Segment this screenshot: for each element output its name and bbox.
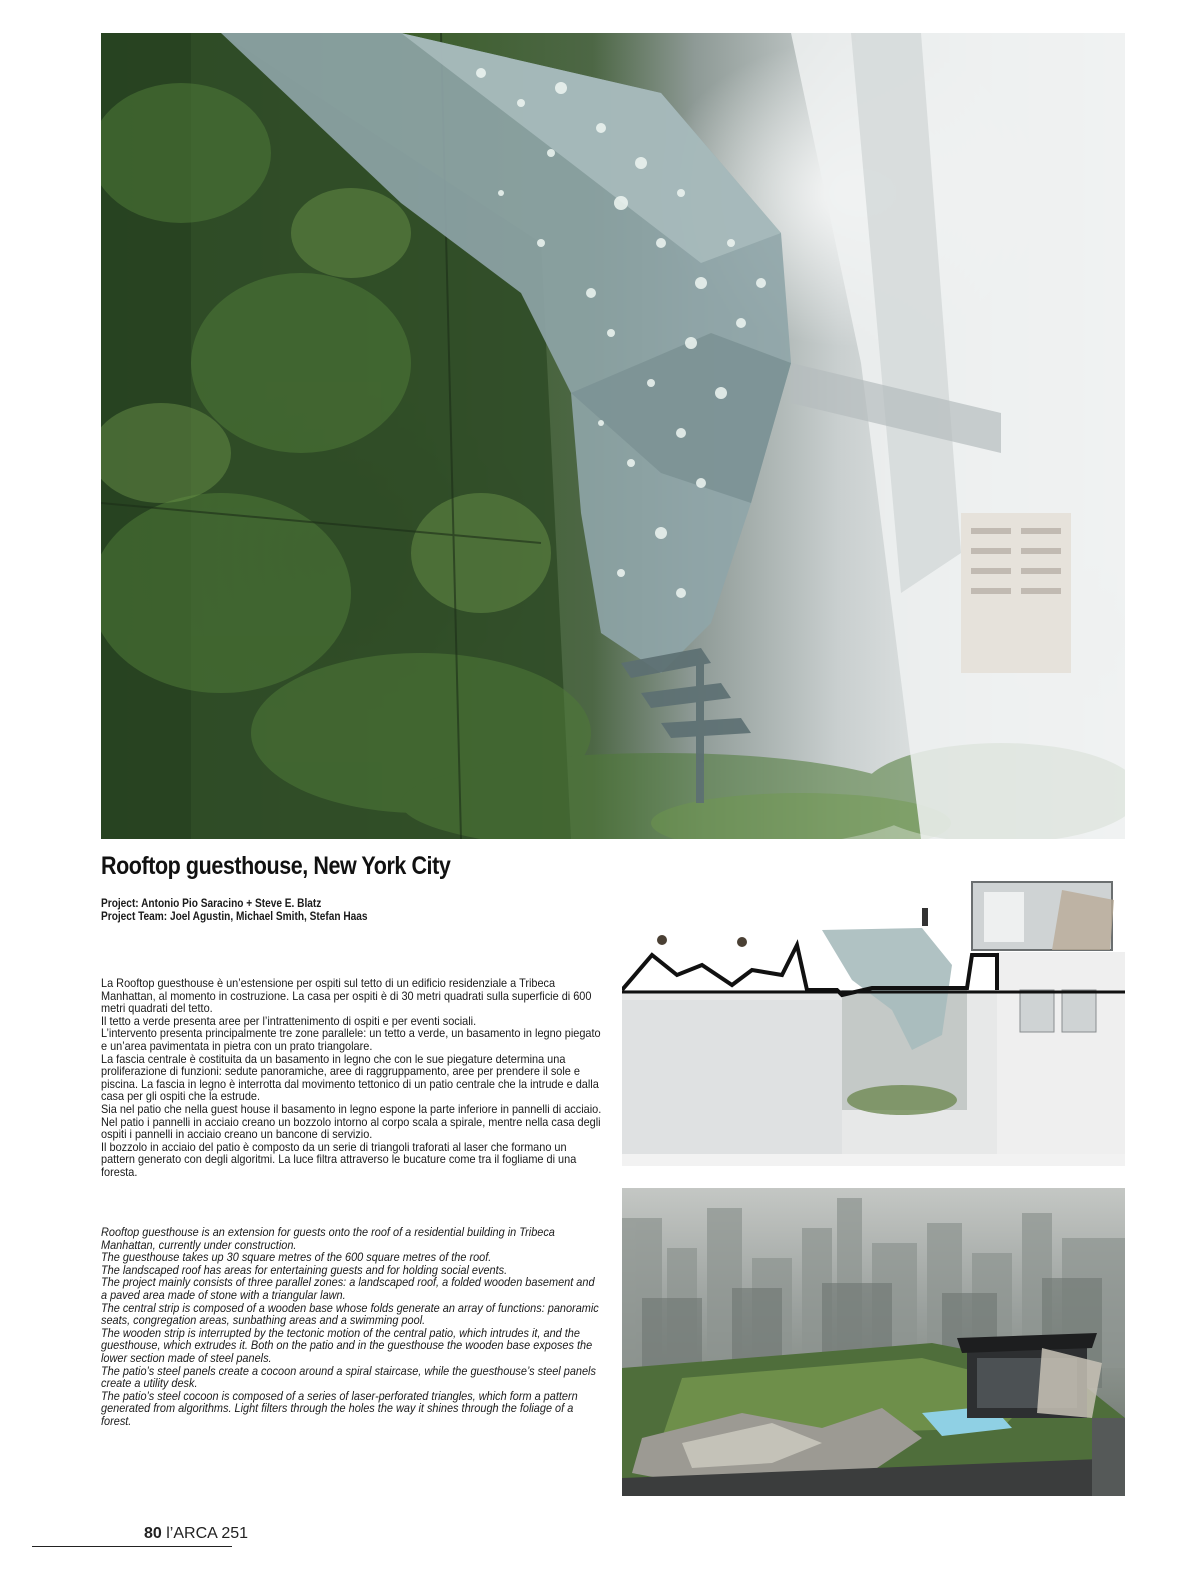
paragraph: Il bozzolo in acciaio del patio è composto da un serie di triangoli traforati al laser che formano un pattern generato con degli algoritmi. La luce filtra attraverso le bucature come tra il fogliame di una foresta.: [101, 1139, 577, 1179]
paragraph: Il tetto a verde presenta aree per l’intrattenimento di ospiti e per eventi sociali.: [101, 1013, 477, 1028]
paragraph: La fascia centrale è costituita da un basamento in legno che con le sue piegature determina una proliferazione di funzioni: sedute panoramiche, aree di raggruppamento, aree per prendere il sole e piscina. La fascia in legno è interrotta dal movimento tettonico di un patio centrale che la intrude e dalla casa per gli ospiti che la estrude.: [101, 1051, 599, 1104]
hero-rendering: [101, 33, 1125, 839]
section-illustration: [622, 870, 1125, 1166]
project-credit: Project: Antonio Pio Saracino + Steve E. Blatz: [101, 898, 322, 910]
paragraph: The wooden strip is interrupted by the tectonic motion of the central patio, which intrudes it, and the guesthouse, which extrudes it. Both on the patio and in the guesthouse the wooden base exposes the lower section made of steel panels.: [101, 1325, 593, 1365]
paragraph: The guesthouse takes up 30 square metres of the 600 square metres of the roof.: [101, 1250, 492, 1265]
english-body: [101, 1226, 602, 1428]
project-credits: [101, 898, 368, 924]
team-credit: Project Team: Joel Agustin, Michael Smith, Stefan Haas: [101, 911, 368, 923]
paragraph: Sia nel patio che nella guest house il basamento in legno espone la parte inferiore in pannelli di acciaio. Nel patio i pannelli in acciaio creano un bozzolo intorno al corpo scala a spirale, mentre nella casa degli ospiti i pannelli in acciaio creano un bancone di servizio.: [101, 1101, 602, 1142]
paragraph: The landscaped roof has areas for entertaining guests and for holding social events.: [101, 1262, 508, 1277]
article-title: Rooftop guesthouse, New York City: [101, 852, 451, 880]
paragraph: The central strip is composed of a wooden base whose folds generate an array of functions: panoramic seats, congregation areas, sunbathing areas and a swimming pool.: [101, 1300, 599, 1328]
italian-body: [101, 977, 602, 1179]
page-footer: [144, 1525, 248, 1543]
hero-illustration: [101, 33, 1125, 839]
aerial-rendering: [622, 1188, 1125, 1496]
magazine-issue: l’ARCA 251: [166, 1525, 249, 1542]
paragraph: L’intervento presenta principalmente tre zone parallele: un tetto a verde, un basamento in legno piegato e un’area pavimentata in pietra con un prato triangolare.: [101, 1026, 601, 1053]
aerial-illustration: [622, 1188, 1125, 1496]
paragraph: La Rooftop guesthouse è un’estensione per ospiti sul tetto di un edificio residenziale a Tribeca Manhattan, al momento in costruzione. La casa per ospiti è di 30 metri quadrati sulla superficie di 600 metri quadrati del tetto.: [101, 976, 592, 1016]
paragraph: The patio’s steel cocoon is composed of a series of laser-perforated triangles, which form a pattern generated from algorithms. Light filters through the holes the way it shines through the foliage of a forest.: [101, 1388, 578, 1428]
paragraph: The patio’s steel panels create a cocoon around a spiral staircase, while the guesthouse’s steel panels create a utility desk.: [101, 1363, 596, 1391]
footer-rule: [32, 1546, 232, 1547]
section-rendering: [622, 870, 1125, 1166]
paragraph: The project mainly consists of three parallel zones: a landscaped roof, a folded wooden basement and a paved area made of stone with a triangular lawn.: [101, 1275, 595, 1302]
page-number: 80: [144, 1525, 162, 1542]
paragraph: Rooftop guesthouse is an extension for guests onto the roof of a residential building in Tribeca Manhattan, currently under construction.: [101, 1225, 555, 1252]
